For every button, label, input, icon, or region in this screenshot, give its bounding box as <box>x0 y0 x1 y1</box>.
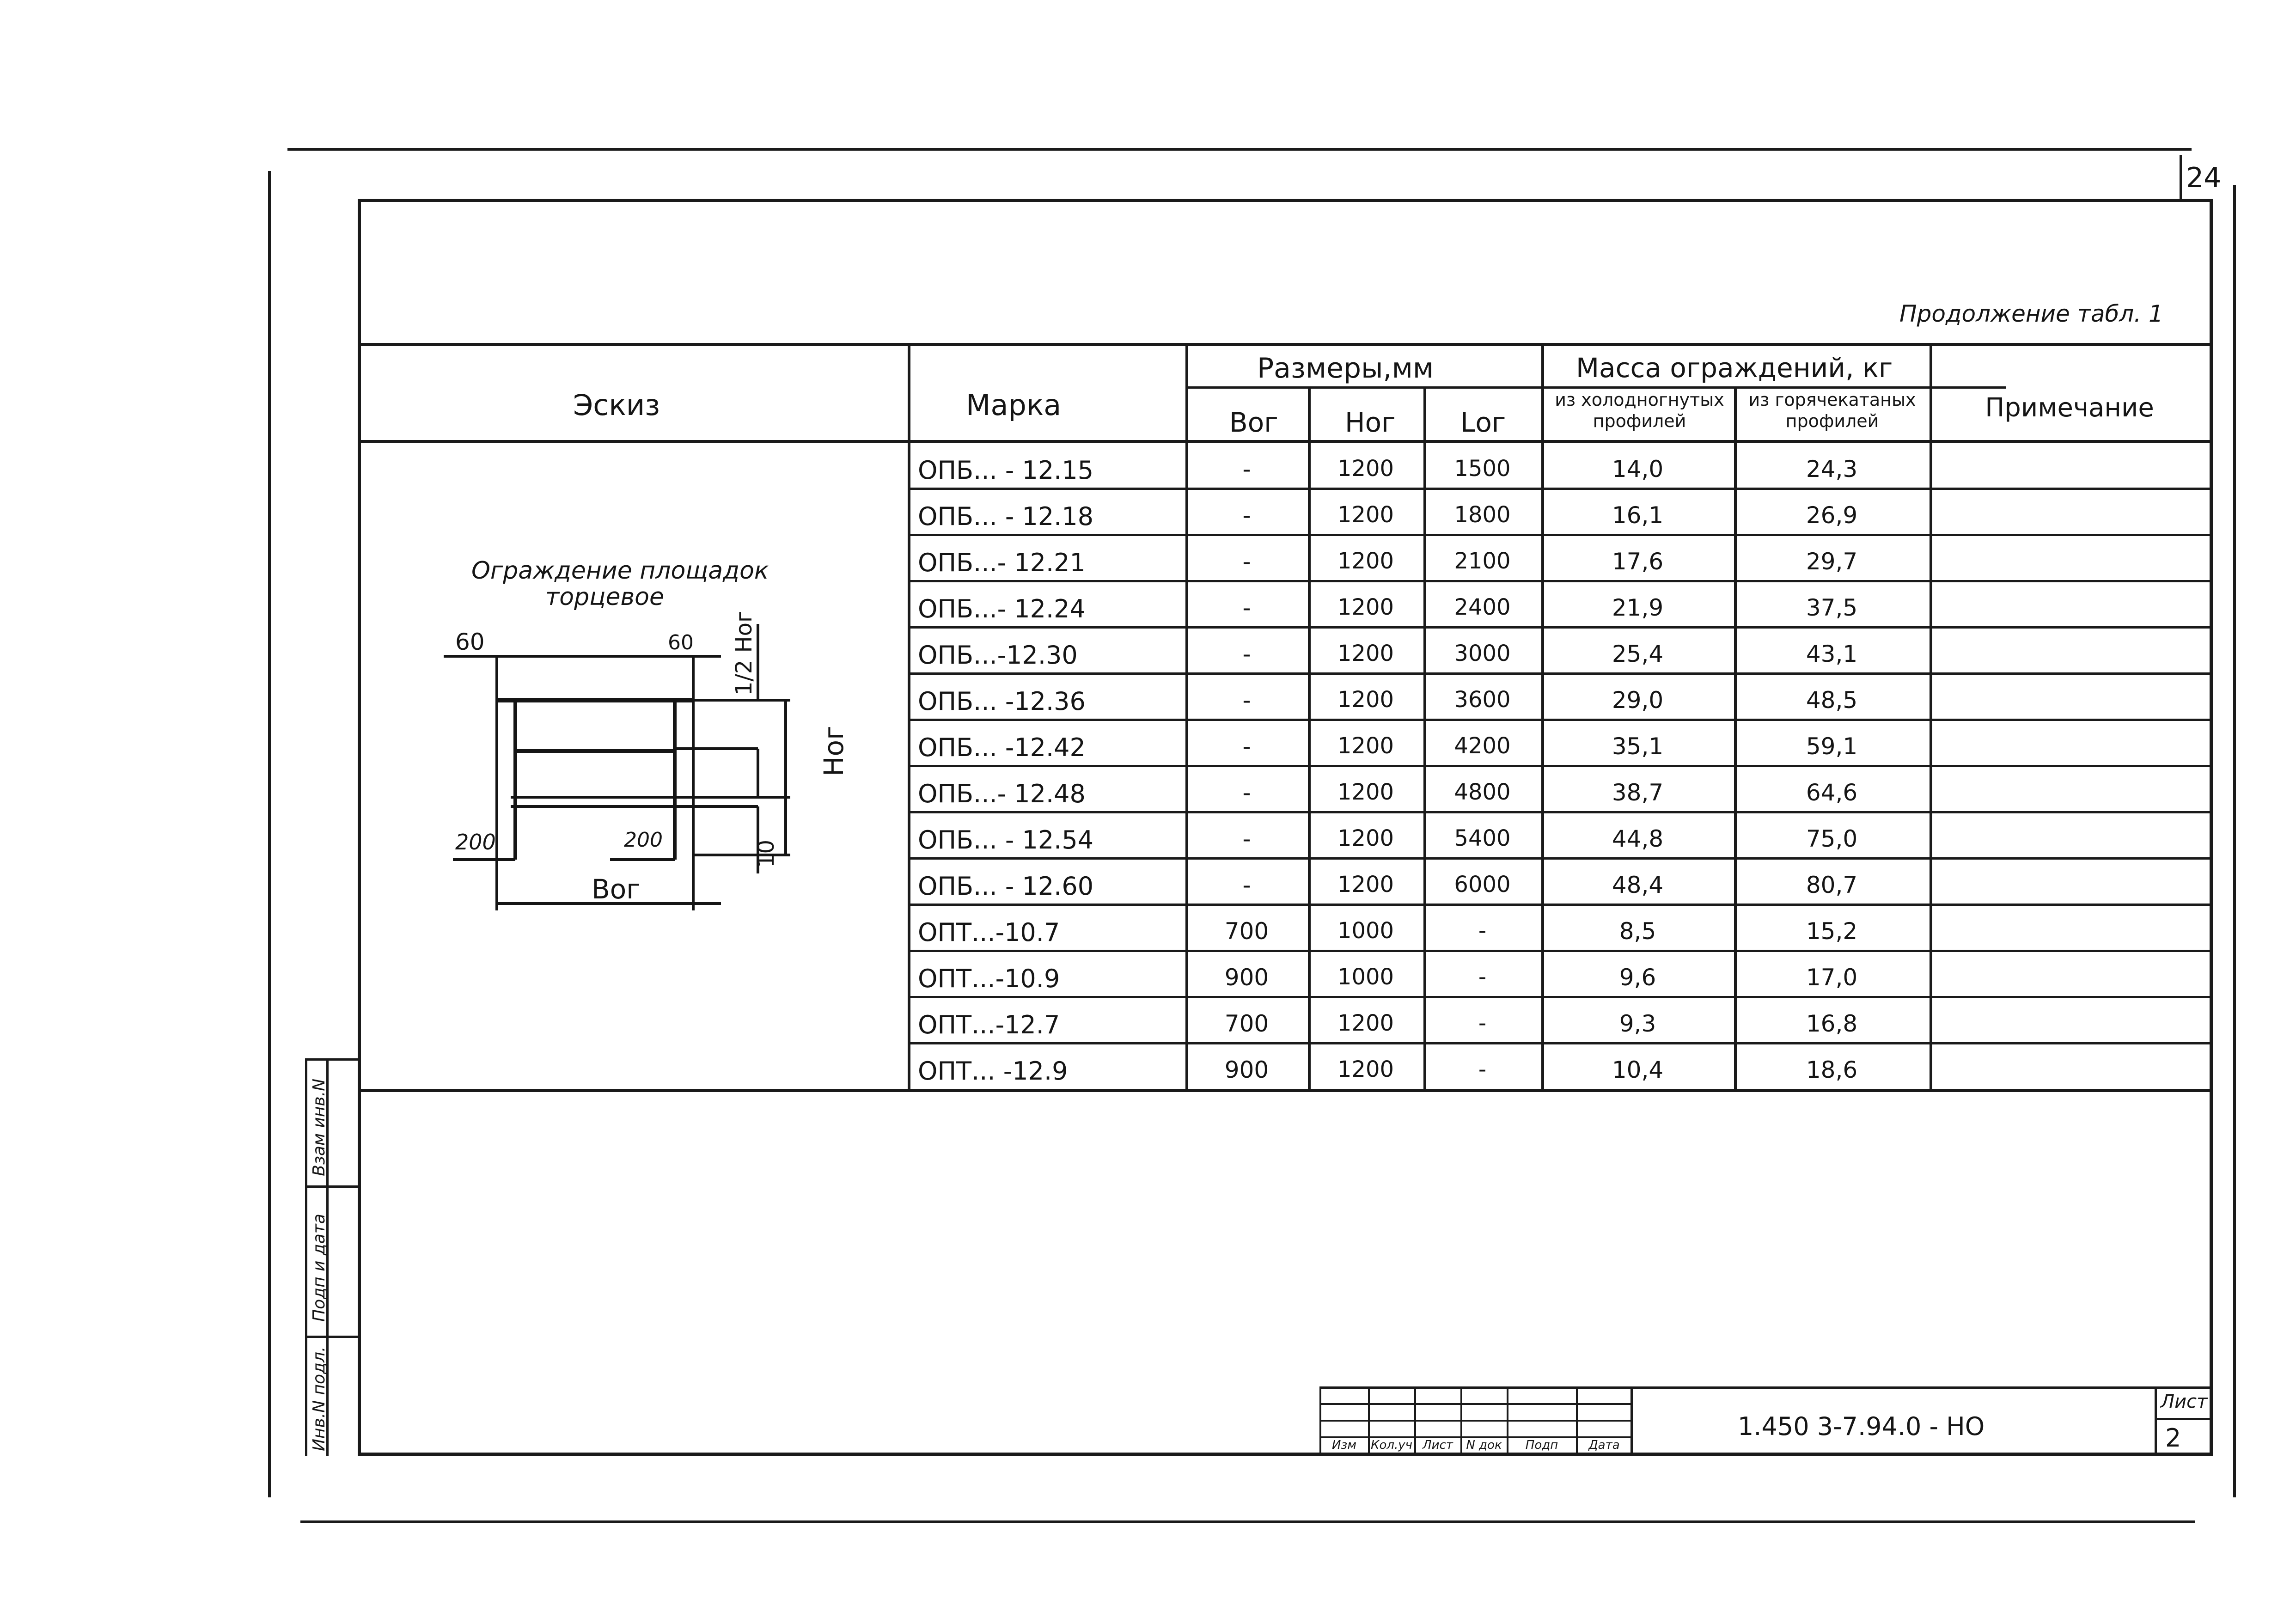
col-mark-header: Марка <box>966 388 1062 422</box>
table-row <box>908 859 2211 905</box>
table-cell-h: 1200 <box>1337 641 1394 666</box>
table-cell-cold: 10,4 <box>1612 1056 1664 1083</box>
table-cell-b: 900 <box>1224 964 1269 991</box>
table-cell-l: 4200 <box>1454 733 1511 759</box>
table-cell-h: 1200 <box>1337 594 1394 620</box>
table-cell-h: 1000 <box>1337 964 1394 990</box>
frame-left-outer <box>268 171 271 1497</box>
group-mass-header: Масса ограждений, кг <box>1576 352 1893 384</box>
table-cell-mark: ОПТ...-10.9 <box>918 964 1060 993</box>
table-cell-mark: ОПБ...- 12.48 <box>918 779 1086 808</box>
table-cell-b: - <box>1242 687 1251 714</box>
table-cell-h: 1200 <box>1337 687 1394 713</box>
table-cell-b: - <box>1242 456 1251 482</box>
table-row <box>908 535 2211 581</box>
side-stamp-div2 <box>305 1336 360 1338</box>
table-cell-cold: 48,4 <box>1612 872 1664 898</box>
table-cell-cold: 21,9 <box>1612 594 1664 621</box>
table-cell-b: - <box>1242 825 1251 852</box>
table-cell-b: 700 <box>1224 1010 1269 1037</box>
col-cold-header: из холодногнутых профилей <box>1555 390 1724 431</box>
table-cell-h: 1000 <box>1337 918 1394 944</box>
side-stamp-inv-replace: Взам инв.N <box>310 1078 329 1176</box>
table-cell-l: - <box>1478 964 1487 990</box>
table-cell-h: 1200 <box>1337 825 1394 851</box>
dim-200-left: 200 <box>455 830 496 855</box>
side-stamp-div1 <box>305 1185 360 1188</box>
table-cell-cold: 9,3 <box>1619 1010 1656 1037</box>
group-sizes-header: Размеры,мм <box>1257 352 1434 385</box>
table-cell-hot: 43,1 <box>1806 641 1858 667</box>
table-cell-b: - <box>1242 641 1251 667</box>
table-cell-hot: 75,0 <box>1806 825 1858 852</box>
frame-top <box>358 199 2213 202</box>
table-cell-b: 700 <box>1224 918 1269 945</box>
table-cell-mark: ОПБ... - 12.60 <box>918 872 1094 901</box>
table-cell-cold: 16,1 <box>1612 502 1664 529</box>
table-cell-hot: 37,5 <box>1806 594 1858 621</box>
frame-right-outer <box>2233 185 2236 1497</box>
table-row <box>908 997 2211 1044</box>
table-row <box>908 720 2211 766</box>
table-cell-l: 2100 <box>1454 548 1511 574</box>
table-cell-h: 1200 <box>1337 1056 1394 1082</box>
table-rows <box>908 443 2211 1090</box>
table-row <box>908 489 2211 535</box>
dim-b: Вог <box>592 873 641 905</box>
table-cell-l: - <box>1478 1056 1487 1082</box>
table-cell-b: - <box>1242 502 1251 529</box>
title-block-col-label: Кол.уч <box>1371 1438 1412 1452</box>
table-cell-h: 1200 <box>1337 872 1394 897</box>
table-cell-l: 6000 <box>1454 872 1511 897</box>
frame-bottom-outer <box>300 1520 2195 1523</box>
table-cell-mark: ОПБ...- 12.24 <box>918 594 1086 623</box>
table-cell-h: 1200 <box>1337 548 1394 574</box>
frame-top-outer <box>287 148 2192 151</box>
table-cell-mark: ОПБ... - 12.15 <box>918 456 1094 485</box>
sheet-label: Лист <box>2161 1391 2208 1412</box>
table-row <box>908 581 2211 628</box>
table-cell-mark: ОПБ... - 12.54 <box>918 825 1094 855</box>
title-block-top <box>1319 1386 2211 1389</box>
title-grid-hline <box>1319 1420 1631 1422</box>
table-row <box>908 628 2211 674</box>
table-cell-l: - <box>1478 918 1487 944</box>
table-row <box>908 905 2211 951</box>
title-block-col-label: N док <box>1466 1438 1502 1452</box>
table-cell-l: - <box>1478 1010 1487 1036</box>
table-cell-cold: 9,6 <box>1619 964 1656 991</box>
table-continuation-label: Продолжение табл. 1 <box>1899 300 2163 327</box>
table-cell-cold: 8,5 <box>1619 918 1656 945</box>
table-row <box>908 951 2211 997</box>
sketch-title-line1: Ограждение площадок <box>471 557 769 585</box>
table-row <box>908 766 2211 812</box>
title-block-code-left <box>1630 1386 1633 1454</box>
table-cell-mark: ОПТ...-10.7 <box>918 918 1060 947</box>
header-top-line <box>358 343 2213 346</box>
col-hot-header: из горячекатаных профилей <box>1748 390 1916 431</box>
table-cell-l: 2400 <box>1454 594 1511 620</box>
col-b-header: Вог <box>1229 407 1278 438</box>
table-cell-hot: 29,7 <box>1806 548 1858 575</box>
col-l-header: Lог <box>1460 407 1506 438</box>
table-cell-b: - <box>1242 733 1251 760</box>
table-cell-hot: 18,6 <box>1806 1056 1858 1083</box>
frame-left <box>358 199 361 1456</box>
dim-h: Ног <box>818 726 849 776</box>
side-stamp-sign-date: Подп и дата <box>310 1214 329 1322</box>
table-cell-h: 1200 <box>1337 502 1394 528</box>
dim-60-left: 60 <box>455 629 485 655</box>
side-stamp-left <box>305 1058 307 1456</box>
table-cell-cold: 35,1 <box>1612 733 1664 760</box>
title-block-col-label: Изм <box>1332 1438 1356 1452</box>
dim-200-mid: 200 <box>624 828 663 852</box>
table-cell-mark: ОПБ... - 12.18 <box>918 502 1094 531</box>
table-cell-hot: 24,3 <box>1806 456 1858 482</box>
table-row <box>908 674 2211 720</box>
title-block-sheet-mid <box>2155 1418 2210 1420</box>
table-cell-hot: 17,0 <box>1806 964 1858 991</box>
frame-bottom <box>358 1453 2213 1456</box>
title-block-grid <box>1319 1386 1631 1454</box>
table-cell-b: 900 <box>1224 1056 1269 1083</box>
table-cell-hot: 16,8 <box>1806 1010 1858 1037</box>
table-cell-l: 1500 <box>1454 456 1511 482</box>
table-cell-h: 1200 <box>1337 733 1394 759</box>
table-row <box>908 1044 2211 1090</box>
side-stamp-top <box>305 1058 360 1061</box>
table-cell-h: 1200 <box>1337 1010 1394 1036</box>
table-cell-mark: ОПБ... -12.36 <box>918 687 1086 716</box>
title-block-sheet-left <box>2155 1386 2157 1454</box>
table-cell-b: - <box>1242 548 1251 575</box>
side-stamp-inv-orig: Инв.N подл. <box>310 1346 329 1451</box>
dim-60-right: 60 <box>668 631 694 654</box>
table-cell-cold: 44,8 <box>1612 825 1664 852</box>
table-cell-mark: ОПБ...-12.30 <box>918 641 1078 670</box>
col-h-header: Ног <box>1345 407 1396 438</box>
document-code: 1.450 3-7.94.0 - НО <box>1738 1412 1985 1441</box>
table-cell-l: 3000 <box>1454 641 1511 666</box>
dim-10: 10 <box>753 839 779 868</box>
table-cell-mark: ОПТ... -12.9 <box>918 1056 1068 1086</box>
table-cell-hot: 26,9 <box>1806 502 1858 529</box>
sheet-value: 2 <box>2165 1423 2181 1453</box>
table-cell-l: 1800 <box>1454 502 1511 528</box>
col-sketch-header: Эскиз <box>573 388 660 422</box>
table-cell-hot: 59,1 <box>1806 733 1858 760</box>
table-cell-mark: ОПБ...- 12.21 <box>918 548 1086 577</box>
table-cell-h: 1200 <box>1337 779 1394 805</box>
table-cell-l: 5400 <box>1454 825 1511 851</box>
table-cell-l: 3600 <box>1454 687 1511 713</box>
title-grid-hline <box>1319 1403 1631 1405</box>
title-block-col-label: Подп <box>1525 1438 1558 1452</box>
table-row <box>908 443 2211 489</box>
table-cell-cold: 17,6 <box>1612 548 1664 575</box>
table-cell-b: - <box>1242 779 1251 806</box>
dim-half-h: 1/2 Ног <box>731 611 757 696</box>
table-cell-h: 1200 <box>1337 456 1394 482</box>
title-block-col-label: Дата <box>1588 1438 1620 1452</box>
table-row <box>908 812 2211 859</box>
sheet-number-top: 24 <box>2186 162 2222 194</box>
title-block-col-label: Лист <box>1423 1438 1453 1452</box>
table-cell-hot: 64,6 <box>1806 779 1858 806</box>
table-cell-mark: ОПТ...-12.7 <box>918 1010 1060 1039</box>
table-cell-cold: 29,0 <box>1612 687 1664 714</box>
table-cell-hot: 80,7 <box>1806 872 1858 898</box>
table-cell-cold: 14,0 <box>1612 456 1664 482</box>
sketch-drawing <box>434 615 878 929</box>
table-cell-hot: 48,5 <box>1806 687 1858 714</box>
table-cell-mark: ОПБ... -12.42 <box>918 733 1086 762</box>
table-cell-cold: 25,4 <box>1612 641 1664 667</box>
table-bottom-line <box>358 1089 2213 1092</box>
table-cell-b: - <box>1242 594 1251 621</box>
col-note-header: Примечание <box>1985 393 2154 423</box>
table-cell-cold: 38,7 <box>1612 779 1664 806</box>
sketch-title-line2: торцевое <box>545 583 664 611</box>
table-cell-l: 4800 <box>1454 779 1511 805</box>
table-cell-hot: 15,2 <box>1806 918 1858 945</box>
table-cell-b: - <box>1242 872 1251 898</box>
sheet-num-box-left <box>2180 155 2182 201</box>
